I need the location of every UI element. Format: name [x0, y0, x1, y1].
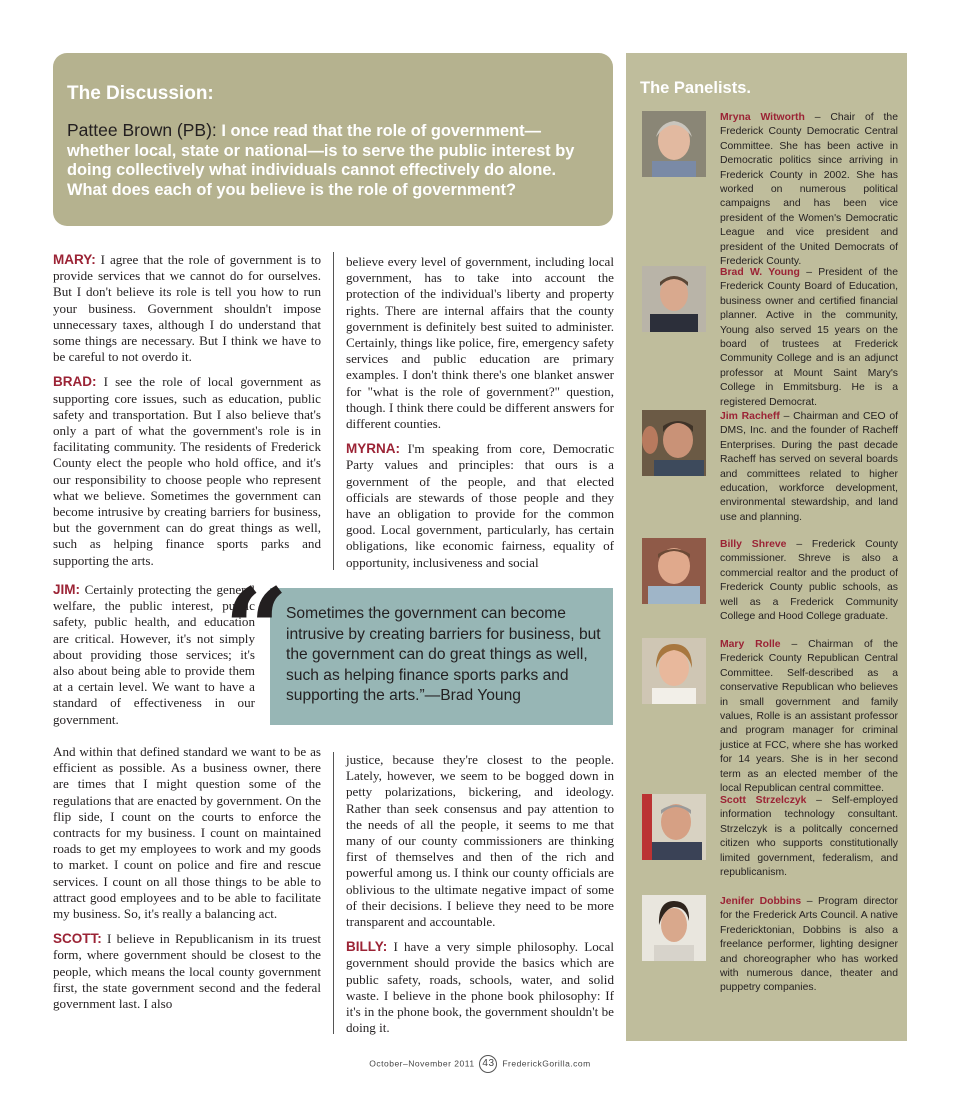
panelist-photo	[642, 895, 706, 961]
answer-text: I have a very simple philosophy. Local government should provide the basics which are public safety, roads, schools, water, and solid waste. I believe in the phone book philosophy: If it's in the phone book, the government shouldn't be doing it.	[346, 939, 615, 1036]
column-rule	[333, 752, 334, 1034]
answer-scott-continued: believe every level of government, including local government, has to take into account the protection of the individual's liberty and property rights. There are internal affairs that the county government is definitely best suited to administer. Certainly, things like police, fire, emergency safety services and public education are primary examples. I don't think there's one blanket answer for "what is the role of government?" question, though. I think there could be different answers for different counties.	[346, 254, 614, 432]
page-footer	[0, 1055, 960, 1073]
pull-quote-text: Sometimes the government can become intrusive by creating barriers for business, but the government can do great things as well, such as helping finance sports parks and supporting the arts.”—Brad Young	[286, 605, 601, 704]
speaker-label: BRAD:	[53, 374, 97, 390]
speaker-label: SCOTT:	[53, 931, 102, 947]
answer-text: I believe in Republicanism in its truest form, where government should be closest to the people, which means the local county government first, the state government second and the federal government last. I also	[53, 931, 321, 1012]
answer-mary	[53, 252, 321, 365]
answer-text: I'm speaking from core, Democratic Party values and principles: that ours is a government of the people, and that elected officials are stewards of those people and they have an obligation to provide for the common good. Local government, particularly, has certain obligations, like economic fairness, equality of opportunity, inclusiveness and social	[346, 441, 614, 570]
speaker-label: BILLY:	[346, 939, 388, 955]
answer-myrna-continued: justice, because they're closest to the people. Lately, however, we seem to be bogged down in petty polarizations, bickering, and ideology. Rather than seek consensus and pay attention to the needs of all the people, it seems to me that many of our county commissioners are thinking first of themselves and then of the rich and powerful among us. I think our county officials are oblivious to the ultimate negative impact of some of their decisions. I believe they need to be more transparent and accountable.	[346, 752, 614, 930]
page-number: 43	[479, 1055, 497, 1073]
question-text: I once read that the role of government—whether local, state or national—is to serve the public interest by doing collectively what individuals cannot effectively do alone. What does each of you believe is the role of government?	[67, 122, 575, 199]
issue-date: October–November 2011	[369, 1058, 475, 1069]
column-left-bottom	[53, 744, 321, 1021]
panelist-bio-text: – President of the Frederick County Board of Education, business owner and certified financial planner. Active in the community, Young also served 15 years on the board of trustees at Frederick Community College and is an adjunct professor at Mount Saint Mary's College in Emmitsburg. He is a registered Democrat.	[720, 267, 898, 408]
panelist-name: Billy Shreve	[720, 539, 787, 550]
panelist-bio-text: – Chairman and CEO of DMS, Inc. and the founder of Racheff Enterprises. During the past decade Racheff has served on several boards and committees related to higher education, workforce development, environmental stewardship, and land use and planning.	[720, 411, 899, 523]
column-right-top	[346, 254, 614, 580]
panelist-name: Brad W. Young	[720, 267, 800, 278]
website: FrederickGorilla.com	[502, 1058, 591, 1069]
panelist-name: Mary Rolle	[720, 639, 781, 650]
speaker-label: MARY:	[53, 252, 96, 267]
panelist-bio-text: – Frederick County commissioner. Shreve is also a commercial realtor and the product of Frederick County public schools, as well as a Frederick Community College and Hood College graduate.	[720, 539, 899, 623]
column-rule	[333, 252, 334, 570]
answer-scott	[53, 931, 321, 1012]
panelist-photo	[642, 794, 706, 860]
answer-billy	[346, 939, 614, 1036]
speaker-label: JIM:	[53, 582, 80, 597]
panelist-bio-text: – Chair of the Frederick County Democratic Central Committee. She has been active in Democratic politics since arriving in Frederick County in 2002. She has worked on numerous political campaigns and has been vice president of the Women's Democratic League and vice president and president of the United Democrats of Frederick County.	[720, 112, 898, 268]
panelist-name: Jim Racheff	[720, 411, 780, 422]
column-right-bottom	[346, 752, 614, 1045]
panelist-photo	[642, 638, 706, 704]
pull-quote	[270, 588, 613, 725]
panelist-bio-text: – Program director for the Frederick Arts Council. A native Fredericktonian, Dobbins is also a freelance performer, lighting designer and choreographer who has worked with numerous dance, theater and puppetry companies.	[720, 896, 898, 994]
panelists-sidebar	[626, 53, 907, 1041]
answer-text: I see the role of local government as supporting core issues, such as education, public safety and transportation. But I also believe that's only a part of what the government's role is in facilitating community. The residents of Frederick County elect the people who hold office, and it's our responsibility to choose people who represent what we believe. Sometimes the government can become intrusive by creating barriers for business, but the government can do great things as well, such as helping finance sports parks and supporting the arts.	[53, 374, 321, 568]
answer-brad	[53, 374, 321, 568]
panelist-photo	[642, 266, 706, 332]
panelist-bio	[720, 638, 898, 796]
answer-myrna	[346, 441, 614, 571]
answer-text: Certainly protecting the general welfare, the public interest, public safety, public health, and education are critical. However, it's not simply about providing those services; it's also about being able to provide them at a certain level. We want to have a standard of effectiveness in our government.	[53, 582, 255, 727]
speaker-label: MYRNA:	[346, 441, 400, 457]
answer-jim-continued: And within that defined standard we want to be as efficient as possible. As a business owner, there are times that I might question some of the regulations that are enacted by government. On the flip side, I count on the courts to enforce the contracts for my business. I count on maintained roads to get my employees to work and my goods to market. I count on police and fire and rescue services. I count on all those things to be able to attract good employees and to be able to facilitate my business. So, it's really a balancing act.	[53, 744, 321, 922]
panelist-name: Jenifer Dobbins	[720, 896, 802, 907]
discussion-question	[67, 121, 599, 200]
panelist-bio	[720, 111, 898, 269]
panelist-bio-text: – Chairman of the Frederick County Republican Central Committee. Self-described as a conservative Republican who believes in small government and family values, Rolle is an assistant professor and program manager for criminal justice at FCC, where she has worked for 14 years. She is in her second term as an elected member of the local Republican central committee.	[720, 639, 899, 795]
panelist-name: Scott Strzelczyk	[720, 795, 807, 806]
discussion-title: The Discussion:	[67, 83, 214, 104]
answer-text: I agree that the role of government is to provide services that we cannot do for ourselves. But I don't believe its role is tell you how to run your business. Government shouldn't impose unnecessary taxes, although I do understand that some things are necessary. But I think we have to be careful to not overdo it.	[53, 252, 321, 365]
panelist-bio	[720, 538, 898, 624]
panelist-bio	[720, 794, 898, 880]
discussion-box	[53, 53, 613, 226]
panelist-bio-text: – Self-employed information technology consultant. Strzelczyk is a politcally concerned citizen who supports constitutionally limited government, federalism, and republicanism.	[720, 795, 898, 879]
moderator-name: Pattee Brown (PB):	[67, 120, 217, 140]
panelist-bio	[720, 410, 898, 525]
column-left-top	[53, 252, 321, 578]
panelist-photo	[642, 410, 706, 476]
panelist-bio	[720, 266, 898, 410]
panelist-name: Mryna Witworth	[720, 112, 805, 123]
panelist-photo	[642, 538, 706, 604]
panelist-bio	[720, 895, 898, 996]
panelist-photo	[642, 111, 706, 177]
panelists-title: The Panelists.	[640, 79, 751, 97]
quote-mark: “	[224, 565, 289, 696]
